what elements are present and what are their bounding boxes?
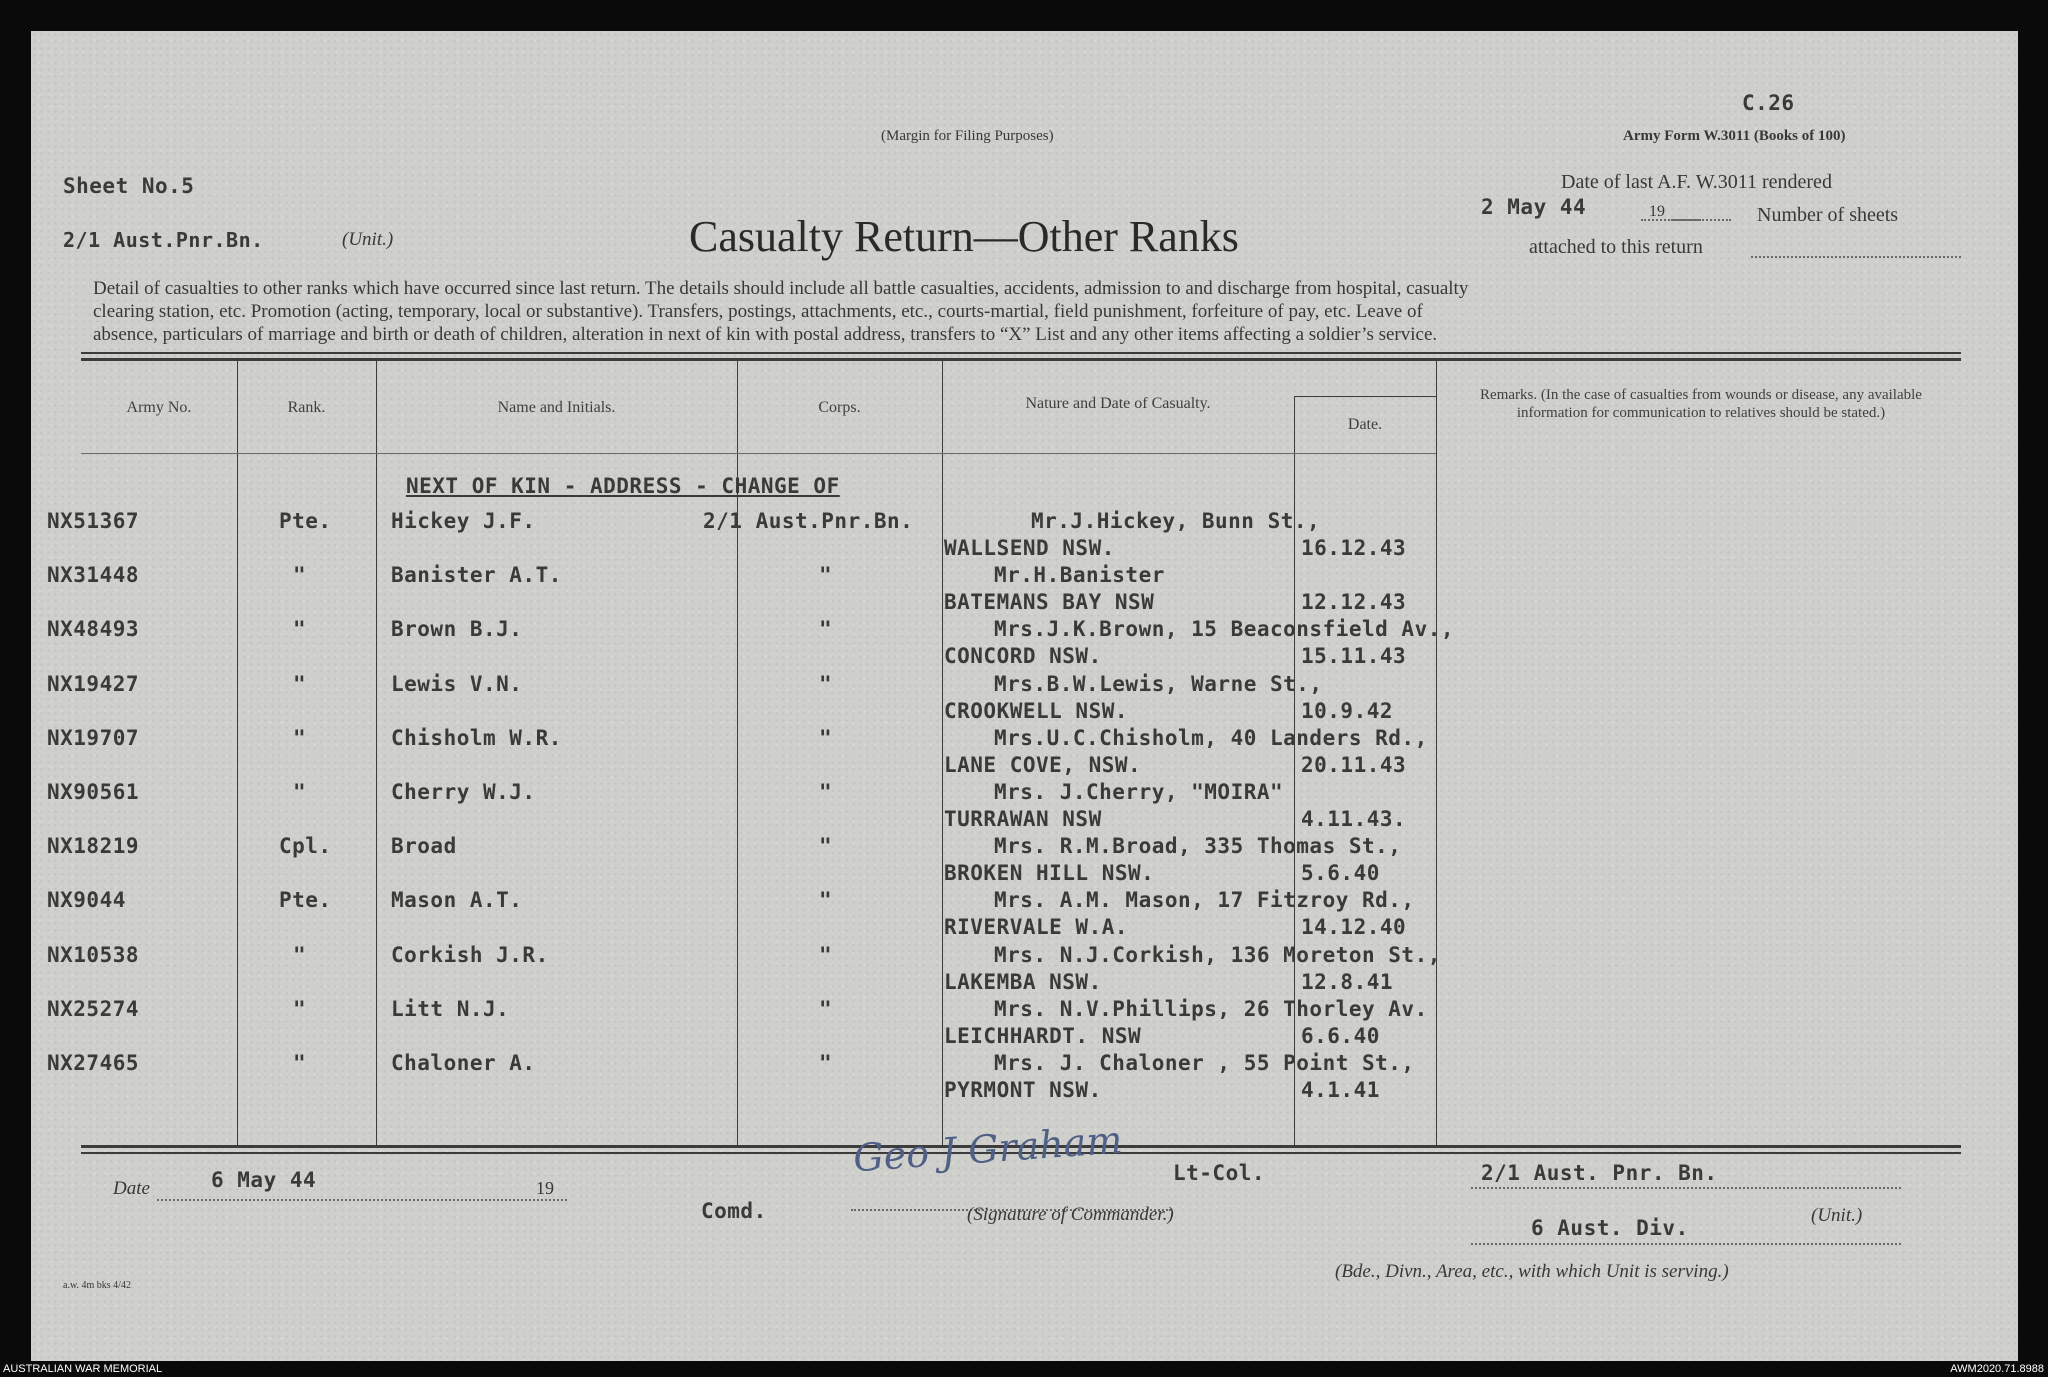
column-divider [942, 361, 943, 1145]
footer-date-value: 6 May 44 [211, 1168, 317, 1192]
section-heading: NEXT OF KIN - ADDRESS - CHANGE OF [406, 474, 840, 498]
cell-nature-line1: Mr.J.Hickey, Bunn St., [1031, 509, 1321, 533]
cell-date: 15.11.43 [1301, 644, 1407, 669]
cell-date: 20.11.43 [1301, 752, 1407, 777]
cell-corps: " [819, 617, 833, 642]
header-name: Name and Initials. [497, 399, 616, 416]
header-nature: Nature and Date of Casualty. [1025, 395, 1211, 412]
cell-nature-line1: Mr.H.Banister [994, 563, 1165, 588]
header-rank: Rank. [287, 399, 326, 416]
column-divider [1436, 361, 1437, 1145]
footer-year-prefix: 19 [536, 1178, 554, 1198]
cell-name: Chaloner A. [391, 1051, 536, 1075]
cell-army-no: NX31448 [47, 563, 140, 588]
cell-name: Banister A.T. [391, 563, 562, 588]
cell-date: 4.1.41 [1301, 1078, 1380, 1102]
cell-nature-line1: Mrs. N.J.Corkish, 136 Moreton St., [994, 942, 1441, 967]
number-of-sheets-label: Number of sheets [1757, 204, 1899, 226]
cell-corps: 2/1 Aust.Pnr.Bn. [703, 509, 914, 533]
cell-date: 10.9.42 [1301, 698, 1394, 723]
cell-nature-line1: Mrs.U.C.Chisholm, 40 Landers Rd., [994, 725, 1428, 750]
signature-caption: (Signature of Commander.) [967, 1204, 1174, 1225]
header-army-no: Army No. [126, 399, 192, 416]
cell-nature-line2: LANE COVE, NSW. [944, 752, 1142, 777]
cell-nature-line1: Mrs.J.K.Brown, 15 Beaconsfield Av., [994, 617, 1455, 642]
header-remarks: Remarks. (In the case of casualties from wounds or disease, any available information for communication to relatives should be stated.) [1480, 387, 1922, 421]
cell-army-no: NX19707 [47, 725, 140, 750]
cell-nature-line2: TURRAWAN NSW [944, 807, 1102, 831]
cell-nature-line2: BATEMANS BAY NSW [944, 590, 1155, 615]
cell-name: Chisholm W.R. [391, 725, 562, 750]
cell-rank: " [293, 563, 307, 588]
cell-date: 16.12.43 [1301, 536, 1407, 560]
cell-corps: " [819, 888, 833, 913]
cell-name: Litt N.J. [391, 996, 510, 1021]
cell-name: Lewis V.N. [391, 671, 523, 696]
cell-corps: " [819, 780, 833, 804]
cell-army-no: NX27465 [47, 1051, 140, 1075]
footer-unit: 2/1 Aust. Pnr. Bn. [1481, 1161, 1718, 1185]
cell-corps: " [819, 834, 833, 859]
archive-id: AWM2020.71.8988 [1950, 1363, 2044, 1375]
cell-army-no: NX48493 [47, 617, 140, 642]
cell-date: 12.8.41 [1301, 969, 1394, 994]
column-divider [376, 361, 377, 1145]
cell-rank: " [293, 780, 307, 804]
cell-name: Cherry W.J. [391, 780, 536, 804]
cell-date: 6.6.40 [1301, 1023, 1380, 1048]
cell-date: 14.12.40 [1301, 915, 1407, 940]
cell-nature-line2: CROOKWELL NSW. [944, 698, 1129, 723]
cell-nature-line2: PYRMONT NSW. [944, 1078, 1102, 1102]
cell-rank: " [293, 996, 307, 1021]
cell-rank: " [293, 617, 307, 642]
archive-bar [0, 1362, 2048, 1377]
margin-note: (Margin for Filing Purposes) [881, 128, 1054, 144]
cell-nature-line1: Mrs. J.Cherry, "MOIRA" [994, 780, 1284, 804]
cell-name: Hickey J.F. [391, 509, 536, 533]
dotted-line [1671, 219, 1731, 221]
cell-army-no: NX51367 [47, 509, 140, 533]
last-return-date: 2 May 44 [1481, 195, 1587, 219]
cell-rank: " [293, 1051, 307, 1075]
cell-nature-line2: CONCORD NSW. [944, 644, 1102, 669]
cell-name: Corkish J.R. [391, 942, 549, 967]
cell-corps: " [819, 563, 833, 588]
cell-rank: " [293, 942, 307, 967]
cell-nature-line1: Mrs. A.M. Mason, 17 Fitzroy Rd., [994, 888, 1415, 913]
table-top-rule [81, 352, 1961, 354]
casualty-return-form [31, 31, 2018, 1361]
cell-date: 4.11.43. [1301, 807, 1407, 831]
cell-corps: " [819, 942, 833, 967]
year-prefix: 19 [1649, 203, 1665, 220]
dotted-line [1471, 1187, 1901, 1189]
comd-label: Comd. [701, 1199, 767, 1223]
cell-date: 12.12.43 [1301, 590, 1407, 615]
instructions-line-3: absence, particulars of marriage and birth or death of children, alteration in next of kin with postal address, transfers to “X” List and any other items affecting a soldier’s service. [93, 324, 1438, 345]
sheet-number: Sheet No.5 [63, 174, 195, 198]
cell-name: Brown B.J. [391, 617, 523, 642]
unit-name: 2/1 Aust.Pnr.Bn. [63, 228, 264, 252]
cell-army-no: NX18219 [47, 834, 140, 859]
cell-nature-line1: Mrs. J. Chaloner , 55 Point St., [994, 1051, 1415, 1075]
cell-rank: " [293, 671, 307, 696]
cell-army-no: NX9044 [47, 888, 126, 913]
unit-label: (Unit.) [342, 229, 394, 250]
header-date: Date. [1347, 416, 1383, 433]
cell-nature-line1: Mrs. N.V.Phillips, 26 Thorley Av. [994, 996, 1428, 1021]
cell-nature-line2: LEICHHARDT. NSW [944, 1023, 1142, 1048]
column-divider [237, 361, 238, 1145]
dotted-line [1751, 256, 1961, 258]
cell-army-no: NX19427 [47, 671, 140, 696]
dotted-line [1471, 1243, 1901, 1245]
commander-rank: Lt-Col. [1173, 1161, 1266, 1185]
last-return-label: Date of last A.F. W.3011 rendered [1561, 171, 1832, 193]
attached-label: attached to this return [1529, 236, 1703, 258]
instructions-line-2: clearing station, etc. Promotion (acting, temporary, local or substantive). Transfers, postings, attachments, etc., courts-martial, field punishment, forfeiture of pay, etc. Leave of [93, 301, 1423, 322]
form-title: Casualty Return—Other Ranks [689, 212, 1239, 261]
cell-nature-line2: BROKEN HILL NSW. [944, 861, 1155, 886]
serving-caption: (Bde., Divn., Area, etc., with which Unit is serving.) [1335, 1261, 1729, 1282]
commander-signature: Geo J Graham [851, 1117, 1124, 1181]
header-corps: Corps. [818, 399, 861, 416]
footer-date-label: Date [113, 1178, 150, 1199]
cell-rank: Cpl. [279, 834, 332, 859]
cell-nature-line2: RIVERVALE W.A. [944, 915, 1129, 940]
dotted-line [157, 1199, 567, 1201]
archive-label: AUSTRALIAN WAR MEMORIAL [3, 1363, 163, 1375]
cell-nature-line1: Mrs.B.W.Lewis, Warne St., [994, 671, 1323, 696]
cell-army-no: NX90561 [47, 780, 140, 804]
army-form-number: Army Form W.3011 (Books of 100) [1623, 128, 1846, 144]
footer-unit-label: (Unit.) [1811, 1205, 1863, 1226]
cell-rank: " [293, 725, 307, 750]
form-code: C.26 [1742, 91, 1795, 115]
header-bottom-rule [81, 453, 1436, 454]
print-code: a.w. 4m bks 4/42 [63, 1280, 131, 1291]
cell-army-no: NX10538 [47, 942, 140, 967]
cell-name: Broad [391, 834, 457, 859]
cell-nature-line2: LAKEMBA NSW. [944, 969, 1102, 994]
footer-division: 6 Aust. Div. [1531, 1216, 1689, 1240]
cell-army-no: NX25274 [47, 996, 140, 1021]
date-subheader-rule [1294, 396, 1436, 397]
cell-corps: " [819, 996, 833, 1021]
cell-rank: Pte. [279, 888, 332, 913]
cell-corps: " [819, 725, 833, 750]
instructions-line-1: Detail of casualties to other ranks which have occurred since last return. The details should include all battle casualties, accidents, admission to and discharge from hospital, casualty [93, 278, 1469, 299]
cell-corps: " [819, 1051, 833, 1075]
cell-date: 5.6.40 [1301, 861, 1380, 886]
table-top-rule-double [81, 358, 1961, 361]
cell-name: Mason A.T. [391, 888, 523, 913]
cell-nature-line1: Mrs. R.M.Broad, 335 Thomas St., [994, 834, 1402, 859]
cell-nature-line2: WALLSEND NSW. [944, 536, 1115, 560]
cell-rank: Pte. [279, 509, 332, 533]
cell-corps: " [819, 671, 833, 696]
